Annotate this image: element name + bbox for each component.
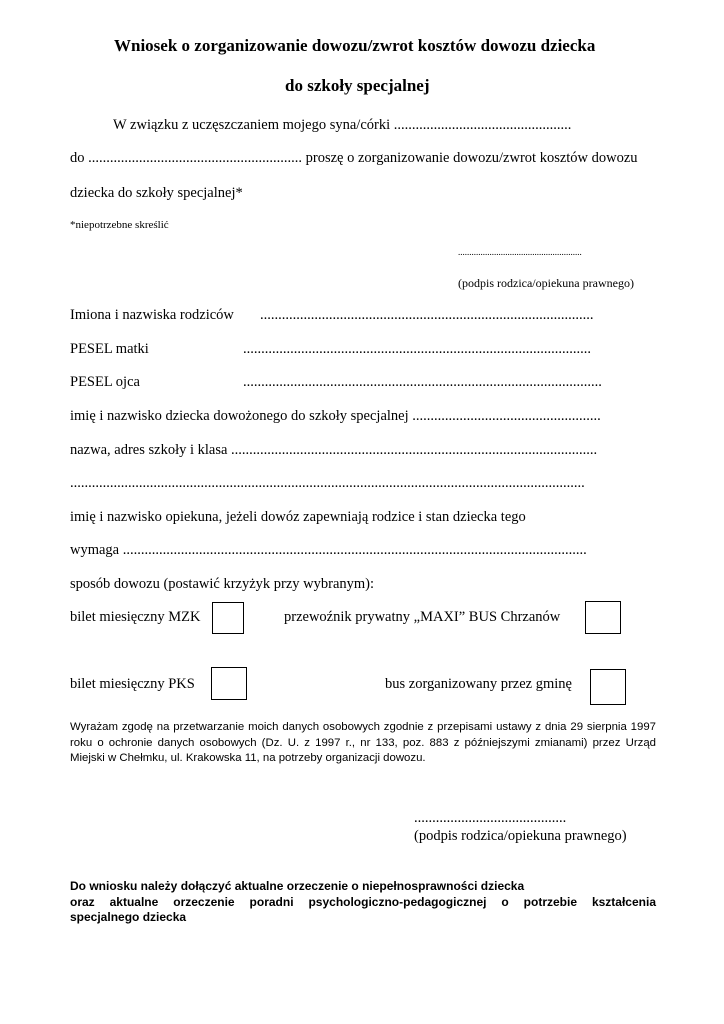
- school-field[interactable]: nazwa, adres szkoły i klasa .....................................................................................................: [70, 442, 598, 458]
- note-line-2: oraz aktualne orzeczenie poradni psychologiczno-pedagogicznej o potrzebie kształcenia: [70, 894, 656, 909]
- option-maxi-checkbox[interactable]: [585, 601, 621, 634]
- request-line-1: W związku z uczęszczaniem mojego syna/córki .................................................: [113, 117, 572, 133]
- pesel-father-field[interactable]: ...................................................................................................: [243, 374, 602, 390]
- pesel-mother-field[interactable]: ................................................................................................: [243, 341, 591, 357]
- option-pks-checkbox[interactable]: [211, 667, 247, 700]
- note-line-1: Do wniosku należy dołączyć aktualne orzeczenie o niepełnosprawności dziecka: [70, 879, 525, 893]
- title-line-1: Wniosek o zorganizowanie dowozu/zwrot kosztów dowozu dziecka: [114, 36, 596, 55]
- transport-heading: sposób dowozu (postawić krzyżyk przy wybranym):: [70, 576, 375, 592]
- signature-2-label: (podpis rodzica/opiekuna prawnego): [414, 828, 627, 844]
- title-line-2: do szkoły specjalnej: [285, 76, 430, 95]
- option-maxi-label: przewoźnik prywatny „MAXI” BUS Chrzanów: [284, 609, 561, 625]
- pesel-mother-label: PESEL matki: [70, 341, 149, 357]
- consent-text: Wyrażam zgodę na przetwarzanie moich danych osobowych zgodnie z przepisami ustawy z dnia 29 sierpnia 1997 roku o ochronie danych osobowych (Dz. U. z 1997 r., nr 133, poz. 883 z późniejszymi zmianami) przez Urząd Miejski w Chełmku, ul. Krakowska 11, na potrzeby organizacji dowozu.: [70, 721, 656, 764]
- option-gmina-label: bus zorganizowany przez gminę: [385, 676, 572, 692]
- pesel-father-label: PESEL ojca: [70, 374, 140, 390]
- attachment-note: [70, 879, 656, 926]
- option-mzk-label: bilet miesięczny MZK: [70, 609, 201, 625]
- request-line-3: dziecka do szkoły specjalnej*: [70, 185, 243, 201]
- option-gmina-checkbox[interactable]: [590, 669, 626, 705]
- guardian-line-1: imię i nazwisko opiekuna, jeżeli dowóz zapewniają rodzice i stan dziecka tego: [70, 509, 526, 525]
- guardian-field[interactable]: wymaga ................................................................................................................................: [70, 542, 587, 558]
- parents-label: Imiona i nazwiska rodziców: [70, 307, 234, 323]
- signature-1-dots: .......................................................: [458, 247, 582, 257]
- school-field-continued[interactable]: ..............................................................................................................................................: [70, 475, 585, 491]
- parents-field[interactable]: ............................................................................................: [260, 307, 594, 323]
- request-line-2: do ........................................................... proszę o zorganizowanie dowozu/zwrot kosztów dowozu: [70, 150, 638, 166]
- footnote: *niepotrzebne skreślić: [70, 219, 169, 231]
- signature-1-label: (podpis rodzica/opiekuna prawnego): [458, 276, 634, 290]
- option-mzk-checkbox[interactable]: [212, 602, 244, 634]
- child-name-field[interactable]: imię i nazwisko dziecka dowożonego do szkoły specjalnej ....................................................: [70, 408, 601, 424]
- option-pks-label: bilet miesięczny PKS: [70, 676, 195, 692]
- signature-2-dots: ..........................................: [414, 810, 567, 826]
- note-line-3: specjalnego dziecka: [70, 910, 187, 924]
